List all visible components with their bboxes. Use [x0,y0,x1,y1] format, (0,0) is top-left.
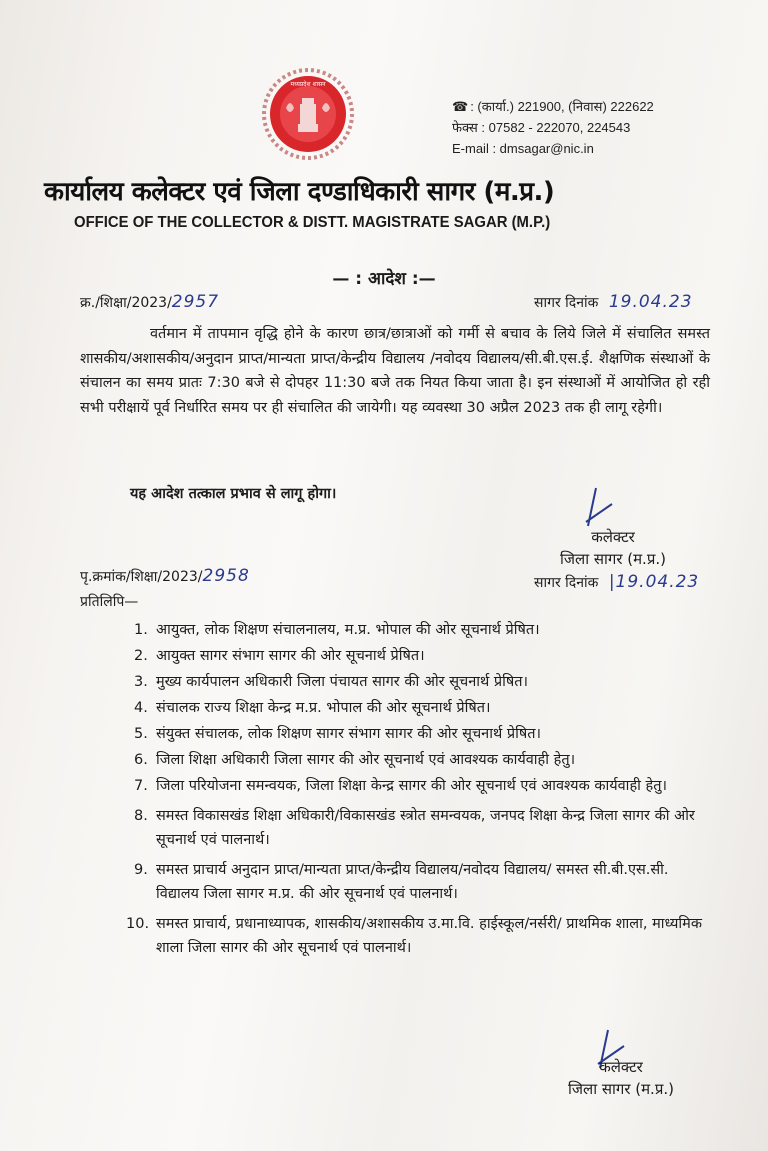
order-date-label: सागर दिनांक [534,295,599,311]
copy-ref-prefix: पृ.क्रमांक/शिक्षा/2023/ [80,569,203,585]
fax-row: फेक्स : 07582 - 222070, 224543 [452,120,631,135]
svg-text:मध्यप्रदेश शासन: मध्यप्रदेश शासन [290,81,326,88]
list-item: 2. आयुक्त सागर संभाग सागर की ओर सूचनार्थ प्रेषित। [134,648,425,664]
office-title-hindi: कार्यालय कलेक्टर एवं जिला दण्डाधिकारी सागर (म.प्र.) [44,177,555,207]
list-item: 6. जिला शिक्षा अधिकारी जिला सागर की ओर सूचनार्थ एवं आवश्यक कार्यवाही हेतु। [134,752,576,768]
copy-ref-number: 2958 [202,566,250,586]
list-item: 10. समस्त प्राचार्य, प्रधानाध्यापक, शासकीय/अशासकीय उ.मा.वि. हाईस्कूल/नर्सरी/ प्राथमिक शाला, माध्यमिक शाला जिला सागर की ओर सूचनार्थ एवं पालनार्थ। [126,916,702,956]
office-title-english: OFFICE OF THE COLLECTOR & DISTT. MAGISTRATE SAGAR (M.P.) [74,214,551,231]
list-item: 1. आयुक्त, लोक शिक्षण संचालनालय, म.प्र. भोपाल की ओर सूचनार्थ प्रेषित। [134,622,540,638]
copy-date-value: |19.04.23 [608,572,700,592]
copy-date-label: सागर दिनांक [534,575,599,591]
list-item: 4. संचालक राज्य शिक्षा केन्द्र म.प्र. भोपाल की ओर सूचनार्थ प्रेषित। [134,700,491,716]
list-item: 5. संयुक्त संचालक, लोक शिक्षण सागर संभाग सागर की ओर सूचनार्थ प्रेषित। [134,726,541,742]
copy-recipients-list [126,618,714,962]
order-reference [80,292,219,312]
list-item: 9. समस्त प्राचार्य अनुदान प्राप्त/मान्यता प्राप्त/केन्द्रीय विद्यालय/नवोदय विद्यालय/ समस्त सी.बी.एस.सी. विद्यालय जिला सागर म.प्र. की ओर सूचनार्थ एवं पालनार्थ। [134,862,669,902]
order-heading: — : आदेश :— [332,269,436,289]
order-ref-prefix: क्र./शिक्षा/2023/ [80,295,172,311]
order-ref-number: 2957 [171,292,220,312]
order-body: वर्तमान में तापमान वृद्धि होने के कारण छात्र/छात्राओं को गर्मी से बचाव के लिये जिले में संचालित समस्त शासकीय/अशासकीय/अनुदान प्राप्त/मान्यता प्राप्त/केन्द्रीय विद्यालय /नवोदय विद्यालय/सी.बी.एस.ई. शैक्षणिक संस्थाओं के संचालन का समय प्रातः 7:30 बजे से दोपहर 11:30 बजे तक नियत किया जाता है। इन संस्थाओं में आयोजित हो रही सभी परीक्षायें पूर्व निर्धारित समय पर ही संचालित की जायेगी। यह व्यवस्था 30 अप्रैल 2023 तक ही लागू रहेगी। [80,326,710,416]
telephone-icon: ☎ [452,99,469,114]
phone-row [452,96,654,117]
order-date [534,292,693,312]
signatory-designation: कलेक्टर [591,528,635,546]
email-row: E-mail : dmsagar@nic.in [452,141,594,156]
copy-date [534,572,699,592]
signatory-district: जिला सागर (म.प्र.) [568,1080,674,1098]
order-date-value: 19.04.23 [608,292,693,312]
list-item: 3. मुख्य कार्यपालन अधिकारी जिला पंचायत सागर की ओर सूचनार्थ प्रेषित। [134,674,529,690]
signature-block-2 [556,1056,686,1100]
signatory-district: जिला सागर (म.प्र.) [560,550,666,568]
mp-state-emblem-icon [262,68,354,160]
list-item: 7. जिला परियोजना समन्वयक, जिला शिक्षा केन्द्र सागर की ओर सूचनार्थ एवं आवश्यक कार्यवाही हेतु। [134,778,667,794]
phone-numbers: : (कार्या.) 221900, (निवास) 222622 [470,99,654,114]
list-item: 8. समस्त विकासखंड शिक्षा अधिकारी/विकासखंड स्त्रोत समन्वयक, जनपद शिक्षा केन्द्र जिला सागर की ओर सूचनार्थ एवं पालनार्थ। [134,808,695,848]
copy-reference [80,566,250,586]
signature-block-1 [548,526,678,570]
contact-info [452,96,654,159]
copy-label: प्रतिलिपि— [80,594,139,610]
effect-line: यह आदेश तत्काल प्रभाव से लागू होगा। [130,486,337,502]
signatory-designation: कलेक्टर [599,1058,643,1076]
